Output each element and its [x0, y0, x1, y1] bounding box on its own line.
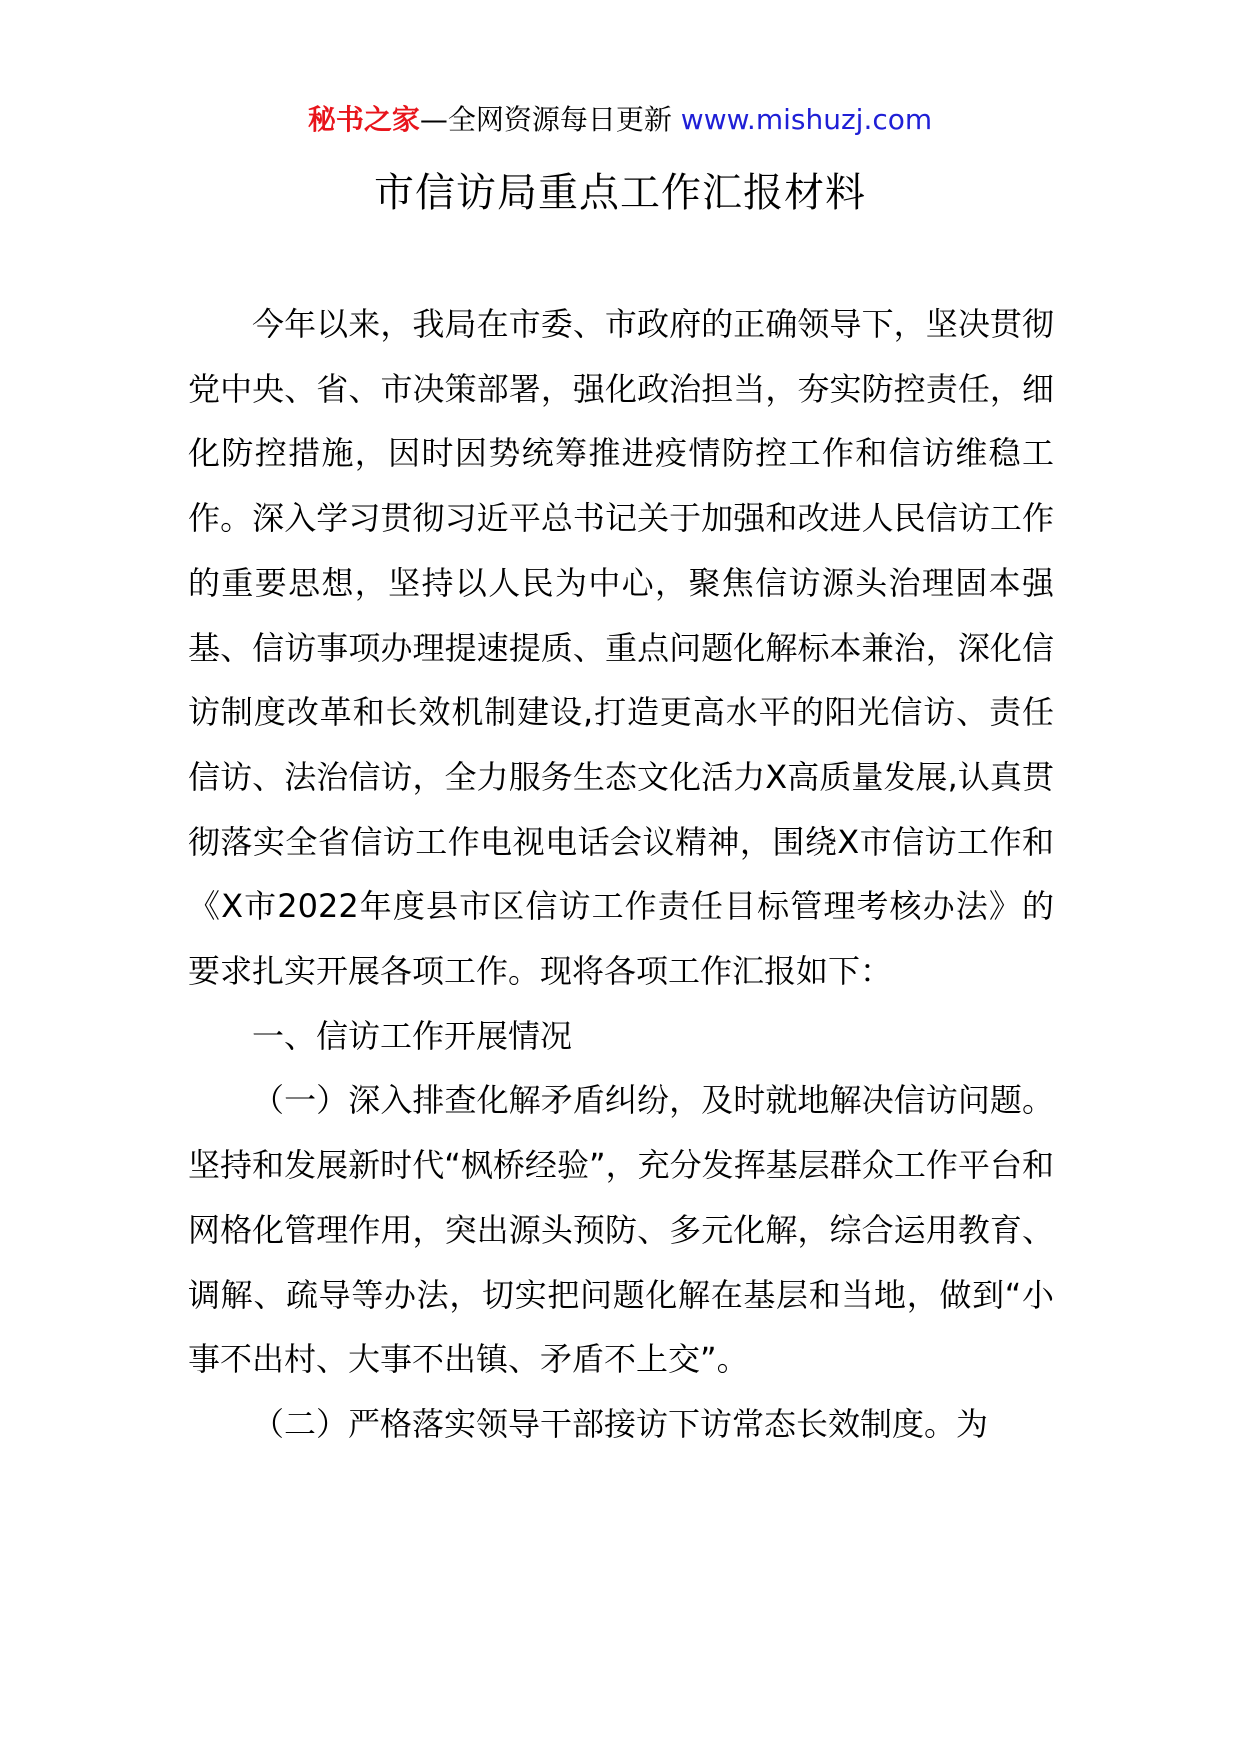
subsection-paragraph-1: （一）深入排查化解矛盾纠纷，及时就地解决信访问题。坚持和发展新时代“枫桥经验”，充分发挥基层群众工作平台和网格化管理作用，突出源头预防、多元化解，综合运用教育、调解、疏导等办法，切实把问题化解在基层和当地，做到“小事不出村、大事不出镇、矛盾不上交”。 — [188, 1081, 1054, 1379]
document-body — [188, 292, 1054, 1457]
site-url-link[interactable]: www.mishuzj.com — [680, 103, 933, 136]
intro-paragraph: 今年以来，我局在市委、市政府的正确领导下，坚决贯彻党中央、省、市决策部署，强化政治担当，夯实防控责任，细化防控措施，因时因势统筹推进疫情防控工作和信访维稳工作。深入学习贯彻习近平总书记关于加强和改进人民信访工作的重要思想，坚持以人民为中心，聚焦信访源头治理固本强基、信访事项办理提速提质、重点问题化解标本兼治，深化信访制度改革和长效机制建设,打造更高水平的阳光信访、责任信访、法治信访，全力服务生态文化活力X高质量发展,认真贯彻落实全省信访工作电视电话会议精神，围绕X市信访工作和《X市2022年度县市区信访工作责任目标管理考核办法》的要求扎实开展各项工作。现将各项工作汇报如下： — [188, 305, 1054, 991]
brand-name: 秘书之家 — [307, 103, 420, 136]
brand-slogan: —全网资源每日更新 — [419, 103, 672, 136]
subsection-paragraph-2: （二）严格落实领导干部接访下访常态长效制度。为 — [252, 1404, 989, 1443]
section-heading: 一、信访工作开展情况 — [252, 1016, 573, 1055]
document-title: 市信访局重点工作汇报材料 — [374, 170, 866, 216]
site-banner — [0, 100, 1240, 140]
